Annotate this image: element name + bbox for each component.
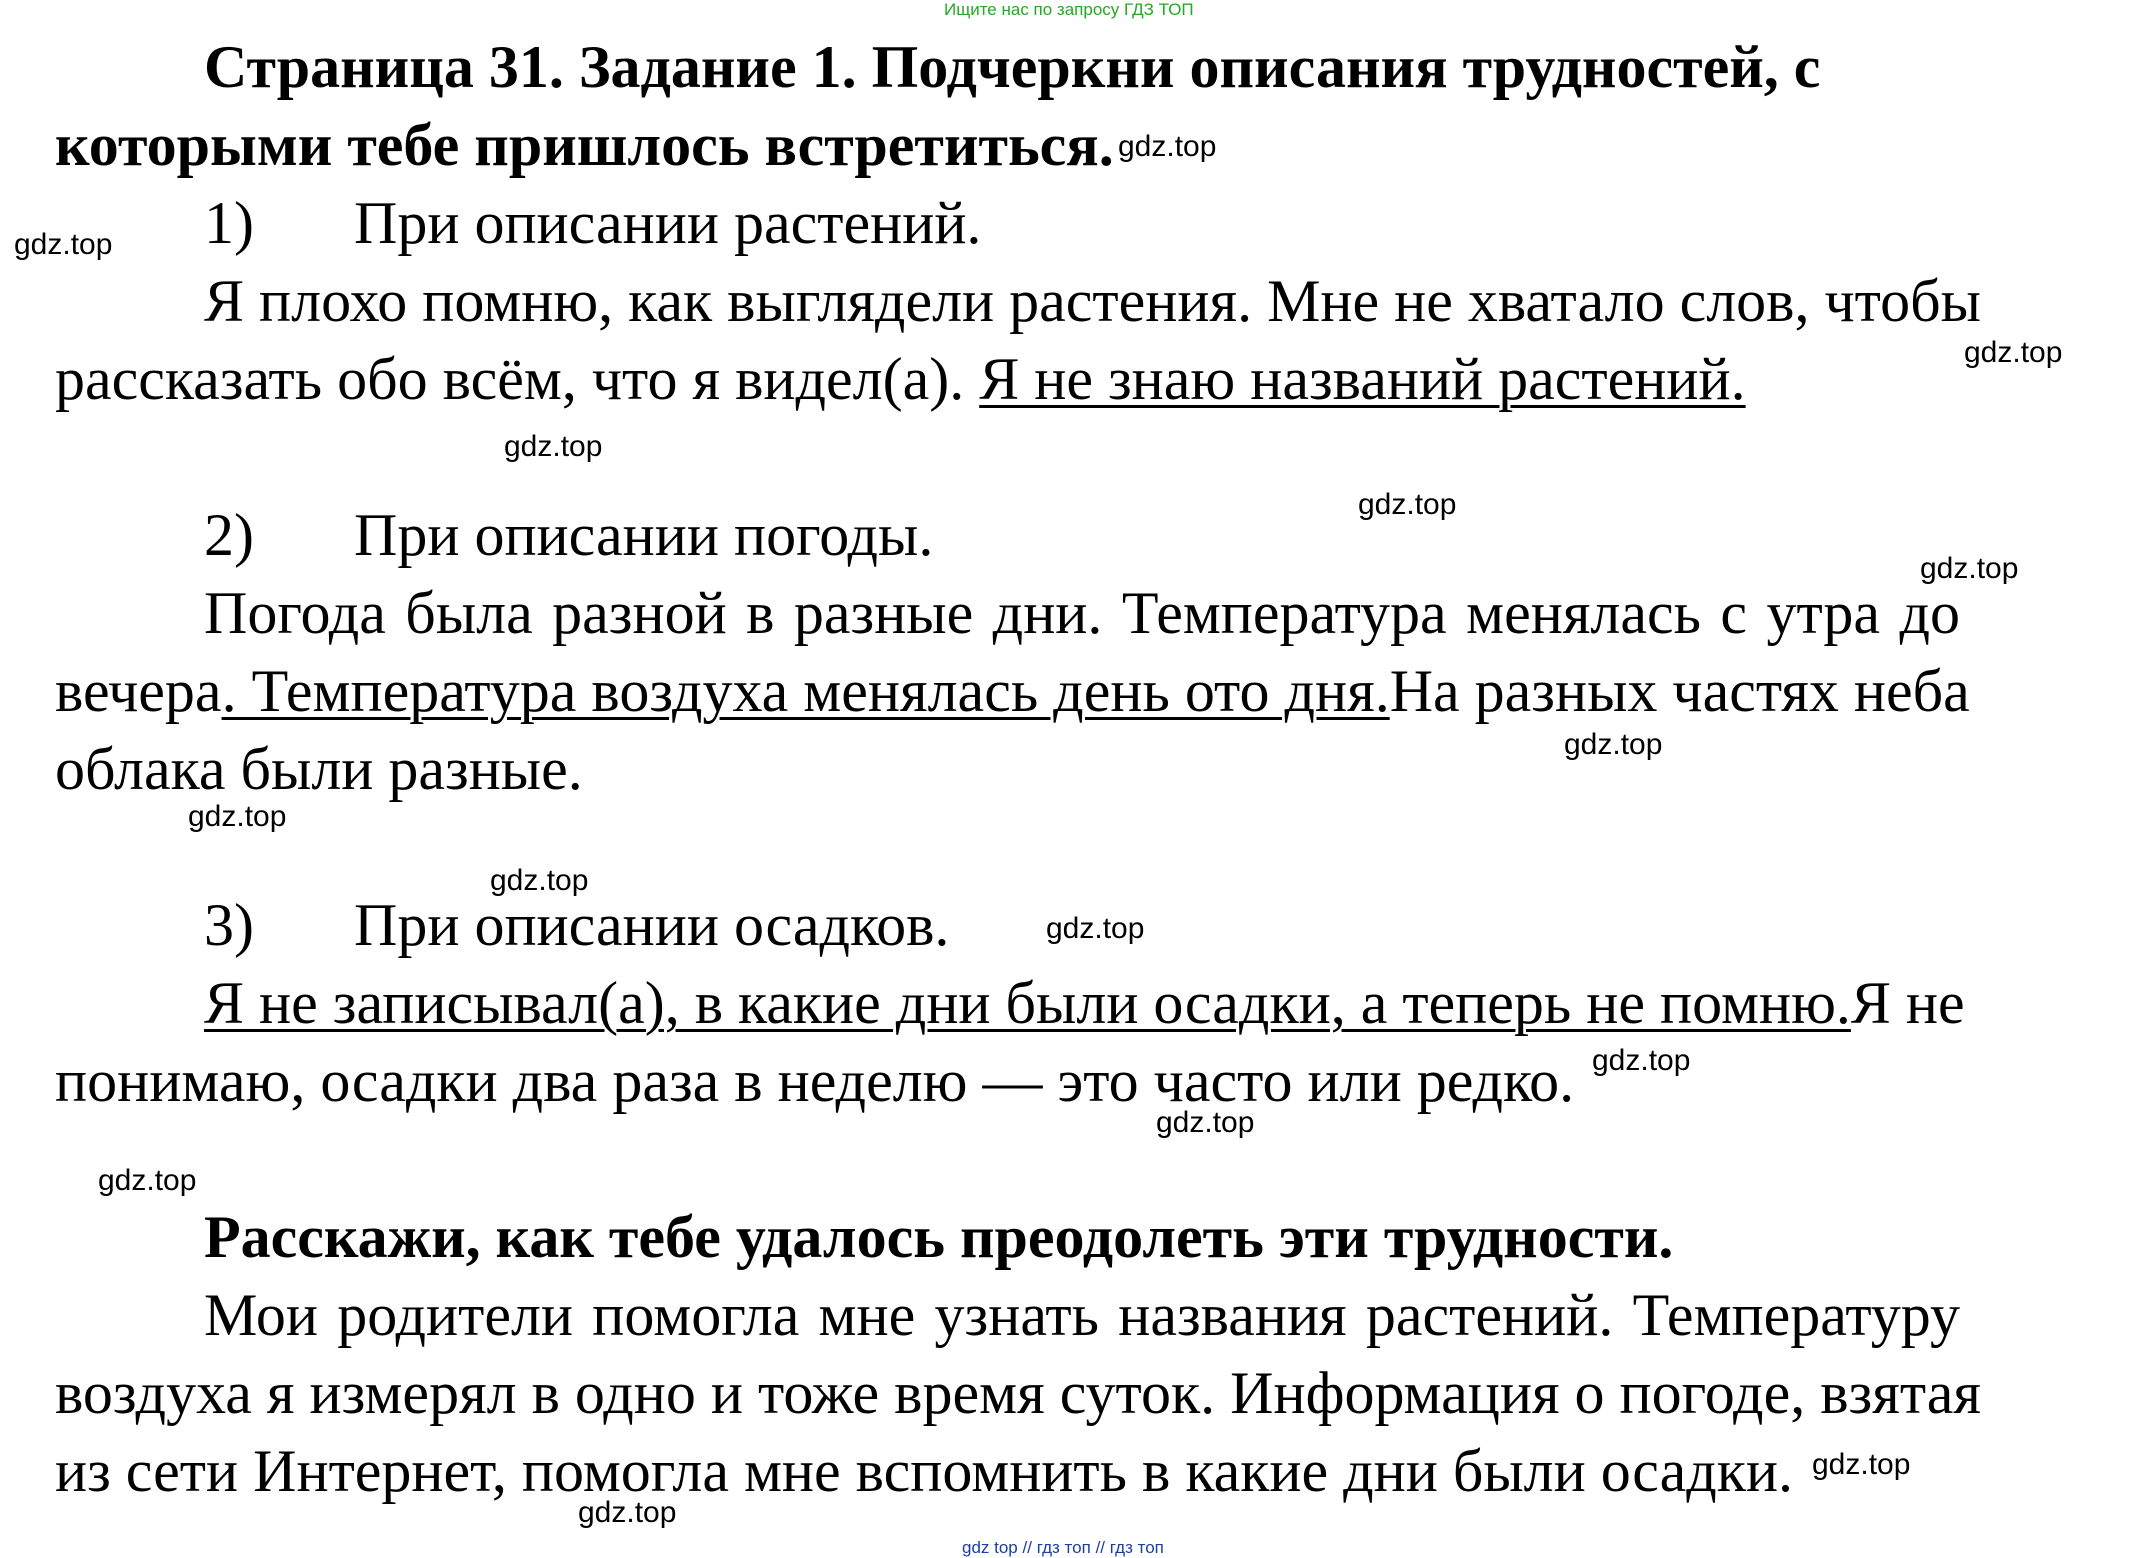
item3-line1-rest: Я не	[1850, 970, 1965, 1036]
watermark: gdz.top	[14, 228, 113, 261]
task-title-line1	[204, 28, 1960, 106]
item3-line2: понимаю, осадки два раза в неделю — это часто или редко.	[55, 1048, 1575, 1114]
item1-line2-plain: рассказать обо всём, что я видел(а).	[55, 346, 980, 412]
footer-link[interactable]: gdz top	[962, 1538, 1018, 1557]
watermark: gdz.top	[1812, 1448, 1911, 1481]
watermark: gdz.top	[1156, 1106, 1255, 1139]
item1-number: 1)	[204, 190, 254, 256]
section2-line1: Мои родители помогла мне узнать названия растений. Температуру	[204, 1282, 1960, 1348]
watermark: gdz.top	[504, 430, 603, 463]
item2-line2-plain: вечера	[55, 658, 222, 724]
footer-link[interactable]: гдз топ	[1109, 1538, 1164, 1557]
watermark: gdz.top	[1964, 336, 2063, 369]
item1-heading: При описании растений.	[354, 190, 982, 256]
watermark: gdz.top	[188, 800, 287, 833]
item2-line2-rest: На разных частях неба	[1389, 658, 1970, 724]
item1-line1: Я плохо помню, как выглядели растения. Мне не хватало слов, чтобы	[204, 268, 1981, 334]
item2-line2	[55, 652, 1970, 730]
section2-heading: Расскажи, как тебе удалось преодолеть эти трудности.	[204, 1204, 1674, 1270]
footer-link[interactable]: гдз топ	[1036, 1538, 1091, 1557]
watermark: gdz.top	[1118, 130, 1217, 163]
item2-underlined-difficulty: . Температура воздуха менялась день ото дня.	[221, 658, 1390, 724]
item2-number: 2)	[204, 502, 254, 568]
watermark: gdz.top	[98, 1164, 197, 1197]
footer-separator: //	[1095, 1538, 1106, 1557]
item3-heading: При описании осадков.	[354, 892, 950, 958]
watermark: gdz.top	[578, 1496, 677, 1529]
watermark: gdz.top	[490, 864, 589, 897]
item1-line2	[55, 340, 1746, 418]
watermark: gdz.top	[1564, 728, 1663, 761]
watermark: gdz.top	[1920, 552, 2019, 585]
item2-line1: Погода была разной в разные дни. Температура менялась с утра до	[204, 580, 1960, 646]
item2-line3: облака были разные.	[55, 736, 583, 802]
watermark: gdz.top	[1358, 488, 1457, 521]
top-banner[interactable]: Ищите нас по запросу ГДЗ ТОП	[944, 0, 1194, 19]
item2-heading: При описании погоды.	[354, 502, 934, 568]
watermark: gdz.top	[1592, 1044, 1691, 1077]
task-title-line2: которыми тебе пришлось встретиться.	[55, 112, 1114, 178]
footer-separator: //	[1022, 1538, 1032, 1557]
item1-underlined-difficulty: Я не знаю названий растений.	[979, 346, 1746, 412]
section2-line2: воздуха я измерял в одно и тоже время суток. Информация о погоде, взятая	[55, 1360, 1982, 1426]
section2-line3: из сети Интернет, помогла мне вспомнить в какие дни были осадки.	[55, 1438, 1794, 1504]
item3-underlined-difficulty: Я не записывал(а), в какие дни были осадки, а теперь не помню.	[204, 970, 1851, 1036]
title-text: Страница 31. Задание 1. Подчеркни описания трудностей, с	[204, 34, 1821, 100]
item3-number: 3)	[204, 892, 254, 958]
footer-links	[962, 1538, 1164, 1558]
item3-line1	[204, 964, 1965, 1042]
watermark: gdz.top	[1046, 912, 1145, 945]
